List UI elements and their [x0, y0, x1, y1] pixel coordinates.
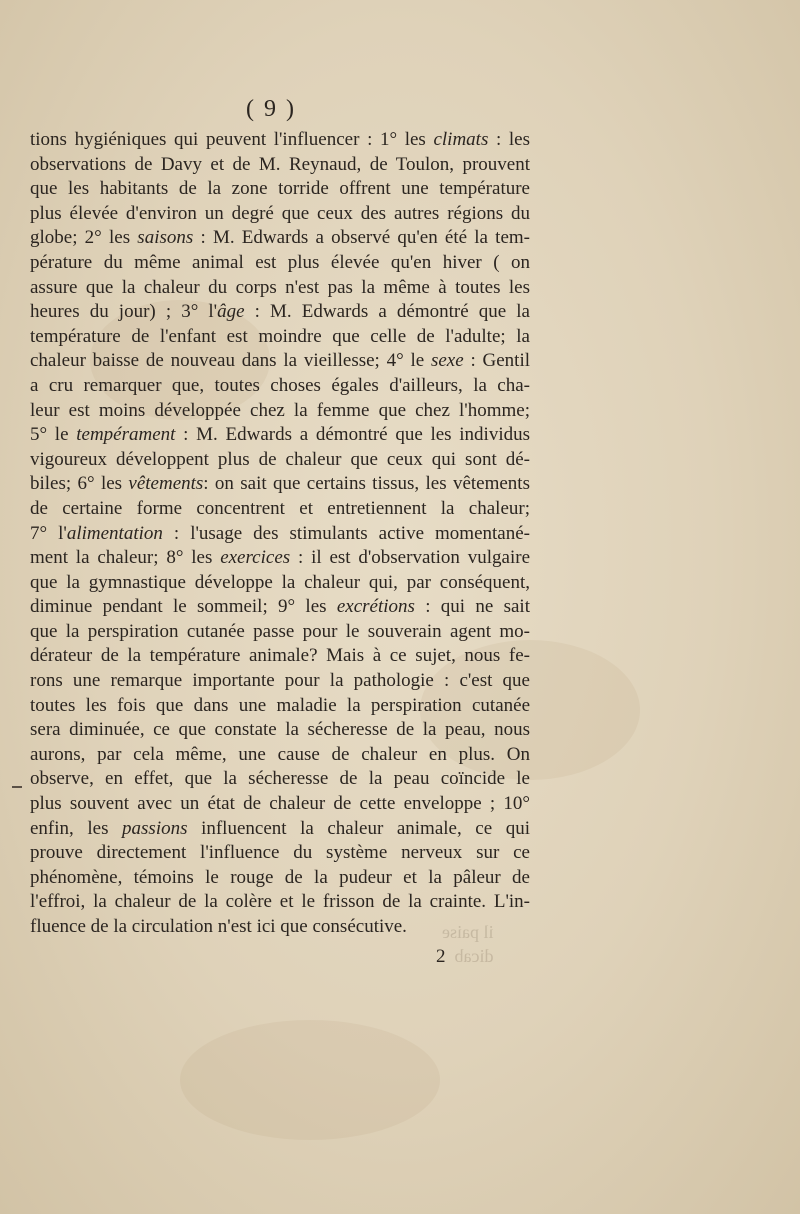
- text-run: l'effroi, la chaleur de la colère et le frisson de la crainte. L'in-: [30, 891, 530, 913]
- text-line: [30, 472, 530, 497]
- bleed-through-text: il paise dicab: [442, 922, 494, 966]
- text-line: [30, 669, 530, 694]
- text-run: 5° le: [30, 424, 77, 446]
- text-run: phénomène, témoins le rouge de la pudeur et la pâleur de: [30, 866, 530, 888]
- text-run: : Gentil: [463, 350, 530, 372]
- italic-term: alimentation: [66, 522, 163, 544]
- text-run: leur est moins développée chez la femme que chez l'homme;: [30, 399, 530, 421]
- text-run: : M. Edwards a démontré que les individus: [175, 424, 531, 446]
- text-line: [30, 251, 530, 276]
- text-run: dérateur de la température animale? Mais à ce sujet, nous fe-: [30, 645, 530, 667]
- text-line: [30, 399, 530, 424]
- text-line: [30, 153, 530, 178]
- text-run: fluence de la circulation n'est ici que consécutive.: [30, 916, 407, 937]
- text-line: [30, 841, 530, 866]
- text-run: rons une remarque importante pour la pathologie : c'est que: [30, 670, 530, 692]
- text-line: [30, 792, 530, 817]
- text-run: toutes les fois que dans une maladie la perspiration cutanée: [30, 694, 530, 716]
- text-run: vigoureux développent plus de chaleur que ceux qui sont dé-: [30, 448, 530, 470]
- text-line: [30, 325, 530, 350]
- italic-term: âge: [217, 301, 245, 323]
- italic-term: vêtements: [128, 473, 204, 495]
- text-run: : les: [488, 129, 530, 150]
- text-line: [30, 202, 530, 227]
- text-line: [30, 620, 530, 645]
- text-line: [30, 177, 530, 202]
- text-line: [30, 644, 530, 669]
- margin-mark: [12, 786, 22, 788]
- text-run: tions hygiéniques qui peuvent l'influencer : 1° les: [30, 129, 434, 150]
- text-run: observations de Davy et de M. Reynaud, de Toulon, prouvent: [30, 153, 530, 175]
- text-line: [30, 866, 530, 891]
- text-run: que la gymnastique développe la chaleur qui, par conséquent,: [30, 571, 530, 593]
- italic-term: exercices: [220, 547, 291, 569]
- text-run: : M. Edwards a observé qu'en été la tem-: [193, 227, 530, 249]
- text-line: [30, 522, 530, 547]
- text-run: : M. Edwards a démontré que la: [244, 301, 530, 323]
- text-line: [30, 374, 530, 399]
- text-line: [30, 743, 530, 768]
- text-line: [30, 349, 530, 374]
- text-line: [30, 226, 530, 251]
- text-line: [30, 497, 530, 522]
- paper-stain: [180, 1020, 440, 1140]
- text-run: enfin, les: [30, 817, 123, 839]
- text-line: [30, 571, 530, 596]
- body-text: [30, 128, 530, 940]
- text-run: globe; 2° les: [30, 227, 138, 249]
- text-run: sera diminuée, ce que constate la sécheresse de la peau, nous: [30, 719, 530, 741]
- text-run: : on sait que certains tissus, les vêtements: [203, 473, 530, 495]
- text-run: heures du jour) ; 3° l': [30, 301, 218, 323]
- text-run: : qui ne sait: [414, 596, 530, 618]
- text-line: [30, 694, 530, 719]
- italic-term: saisons: [137, 227, 194, 249]
- italic-term: tempérament: [76, 424, 176, 446]
- text-run: pérature du même animal est plus élevée qu'en hiver ( on: [30, 251, 530, 273]
- page-number: ( 9 ): [246, 96, 296, 122]
- text-run: observe, en effet, que la sécheresse de la peau coïncide le: [30, 768, 530, 790]
- text-run: prouve directement l'influence du système nerveux sur ce: [30, 842, 530, 864]
- text-run: température de l'enfant est moindre que celle de l'adulte; la: [30, 325, 530, 347]
- text-run: de certaine forme concentrent et entretiennent la chaleur;: [30, 497, 530, 519]
- text-line: [30, 767, 530, 792]
- text-line: [30, 128, 530, 153]
- text-run: : l'usage des stimulants active momentané-: [162, 522, 530, 544]
- italic-term: sexe: [430, 350, 464, 372]
- text-run: ment la chaleur; 8° les: [30, 547, 221, 569]
- italic-term: excrétions: [336, 596, 415, 618]
- text-line: [30, 276, 530, 301]
- italic-term: passions: [122, 817, 188, 839]
- text-line: [30, 448, 530, 473]
- text-run: que les habitants de la zone torride offrent une température: [30, 178, 530, 200]
- text-run: assure que la chaleur du corps n'est pas la même à toutes les: [30, 276, 530, 298]
- signature-mark: 2: [436, 946, 446, 967]
- text-run: plus souvent avec un état de chaleur de cette enveloppe ; 10°: [30, 793, 530, 815]
- text-run: que la perspiration cutanée passe pour le souverain agent mo-: [30, 620, 530, 642]
- text-run: 7° l': [30, 522, 67, 544]
- text-run: aurons, par cela même, une cause de chaleur en plus. On: [30, 743, 530, 765]
- text-run: a cru remarquer que, toutes choses égales d'ailleurs, la cha-: [30, 374, 530, 396]
- text-run: : il est d'observation vulgaire: [290, 547, 531, 569]
- italic-term: climats: [433, 129, 489, 150]
- text-run: diminue pendant le sommeil; 9° les: [30, 596, 337, 618]
- text-line: [30, 817, 530, 842]
- text-run: chaleur baisse de nouveau dans la vieillesse; 4° le: [30, 350, 431, 372]
- text-line: [30, 890, 530, 915]
- text-line: [30, 595, 530, 620]
- text-line: [30, 423, 530, 448]
- text-line: [30, 300, 530, 325]
- text-line: [30, 718, 530, 743]
- text-run: influencent la chaleur animale, ce qui: [187, 817, 530, 839]
- text-run: biles; 6° les: [30, 473, 129, 495]
- text-line: [30, 546, 530, 571]
- text-run: plus élevée d'environ un degré que ceux des autres régions du: [30, 202, 530, 224]
